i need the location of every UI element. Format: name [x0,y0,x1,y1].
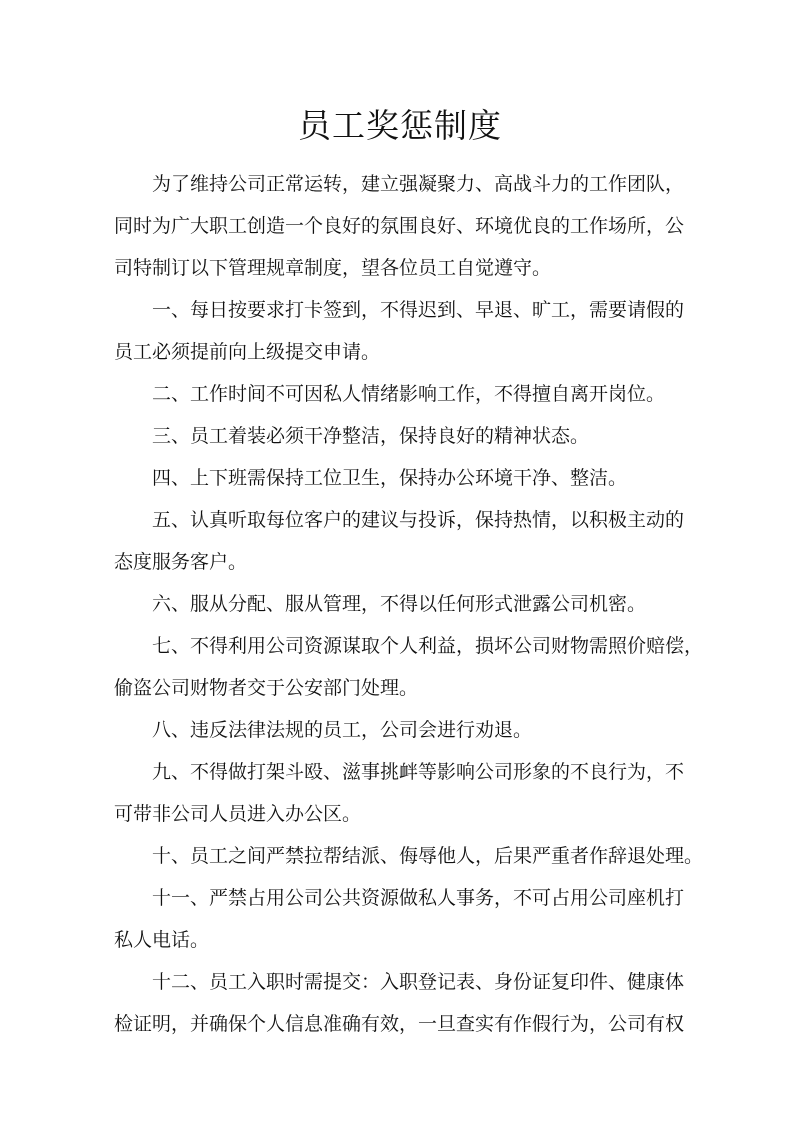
paragraph-line: 七、不得利用公司资源谋取个人利益，损坏公司财物需照价赔偿， [152,635,704,657]
paragraph-line: 三、员工着装必须干净整洁，保持良好的精神状态。 [152,425,590,447]
paragraph-line: 员工必须提前向上级提交申请。 [114,341,381,363]
paragraph-line: 私人电话。 [114,929,210,951]
paragraph-line: 十、员工之间严禁拉帮结派、侮辱他人，后果严重者作辞退处理。 [152,845,704,867]
paragraph-line: 五、认真听取每位客户的建议与投诉，保持热情，以积极主动的 [152,509,685,531]
paragraph-line: 态度服务客户。 [114,551,248,573]
paragraph-line: 可带非公司人员进入办公区。 [114,803,362,825]
paragraph-line: 九、不得做打架斗殴、滋事挑衅等影响公司形象的不良行为，不 [152,761,685,783]
paragraph-line: 八、违反法律法规的员工，公司会进行劝退。 [152,719,533,741]
paragraph-line: 十二、员工入职时需提交：入职登记表、身份证复印件、健康体 [152,971,685,993]
paragraph-line: 同时为广大职工创造一个良好的氛围良好、环境优良的工作场所，公 [114,215,685,237]
paragraph-line: 六、服从分配、服从管理，不得以任何形式泄露公司机密。 [152,593,647,615]
paragraph-line: 二、工作时间不可因私人情绪影响工作，不得擅自离开岗位。 [152,383,666,405]
paragraph-line: 为了维持公司正常运转，建立强凝聚力、高战斗力的工作团队， [152,173,685,195]
paragraph-line: 一、每日按要求打卡签到，不得迟到、早退、旷工，需要请假的 [152,299,685,321]
paragraph-line: 四、上下班需保持工位卫生，保持办公环境干净、整洁。 [152,467,628,489]
paragraph-line: 偷盗公司财物者交于公安部门处理。 [114,677,419,699]
document-title: 员工奖惩制度 [298,106,502,145]
paragraph-line: 检证明，并确保个人信息准确有效，一旦查实有作假行为，公司有权 [114,1013,685,1035]
paragraph-line: 司特制订以下管理规章制度，望各位员工自觉遵守。 [114,257,552,279]
paragraph-line: 十一、严禁占用公司公共资源做私人事务，不可占用公司座机打 [152,887,685,909]
